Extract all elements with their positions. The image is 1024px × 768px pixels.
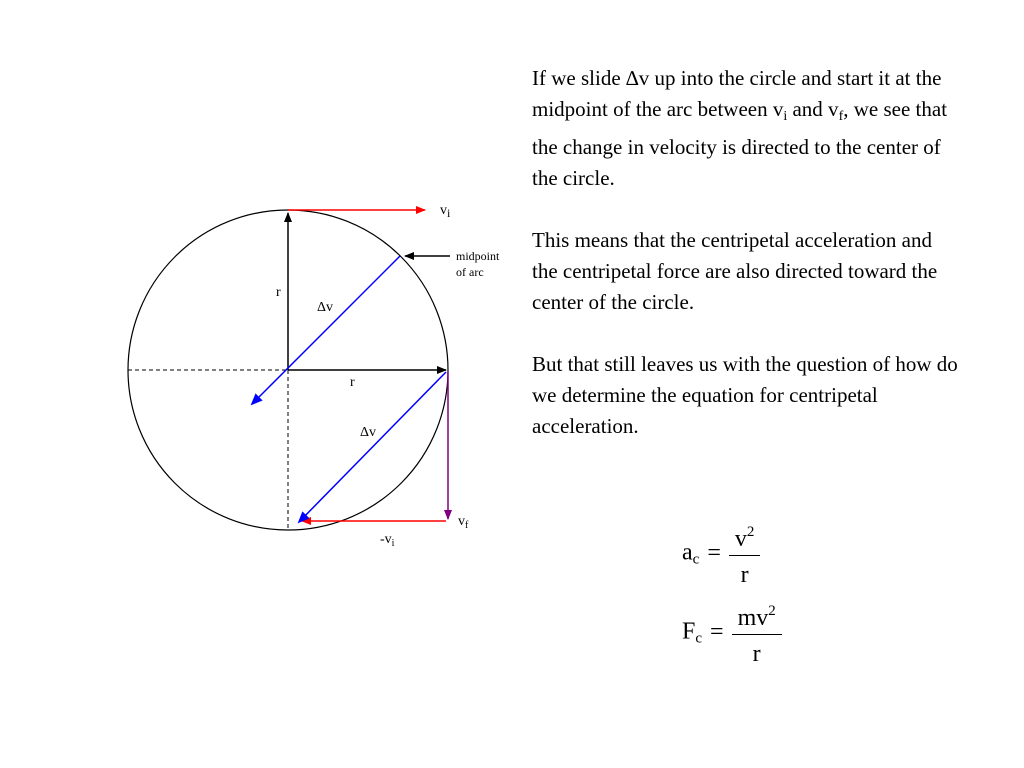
delta-v-upper-arrow: [252, 256, 400, 404]
paragraph-2: This means that the centripetal acceleration and the centripetal force are also directed toward the center of the circle.: [532, 228, 938, 314]
label-delta-v-upper: Δv: [317, 300, 334, 315]
label-neg-vi: $-v_i$: [380, 532, 395, 549]
label-midpoint-line1: midpoint: [456, 249, 500, 263]
label-delta-v-lower: Δv: [360, 425, 377, 440]
delta-v-lower-arrow: [299, 372, 446, 522]
explanation-text: [532, 63, 962, 473]
paragraph-3: But that still leaves us with the question of how do we determine the equation for centripetal acceleration.: [532, 352, 958, 438]
label-midpoint-line2: of arc: [456, 265, 484, 279]
fraction-fc: $\frac{mv^2}{r}$: [732, 597, 782, 669]
label-r-horizontal: r: [350, 375, 355, 390]
formula-centripetal-force: $F_c$ = $\frac{mv^2}{r}$: [682, 597, 782, 669]
fraction-ac: $\frac{v^2}{r}$: [729, 518, 761, 590]
paragraph-1: If we slide ∆v up into the circle and start it at the midpoint of the arc between $v_i$ and $v_f$, we see that the change in velocity is directed to the center of the circle.: [532, 66, 948, 190]
formula-centripetal-acceleration: $a_c$ = $\frac{v^2}{r}$: [682, 518, 760, 590]
label-vf: $v_f$: [458, 514, 469, 531]
label-vi: vi: [440, 203, 451, 220]
label-r-vertical: r: [276, 285, 281, 300]
